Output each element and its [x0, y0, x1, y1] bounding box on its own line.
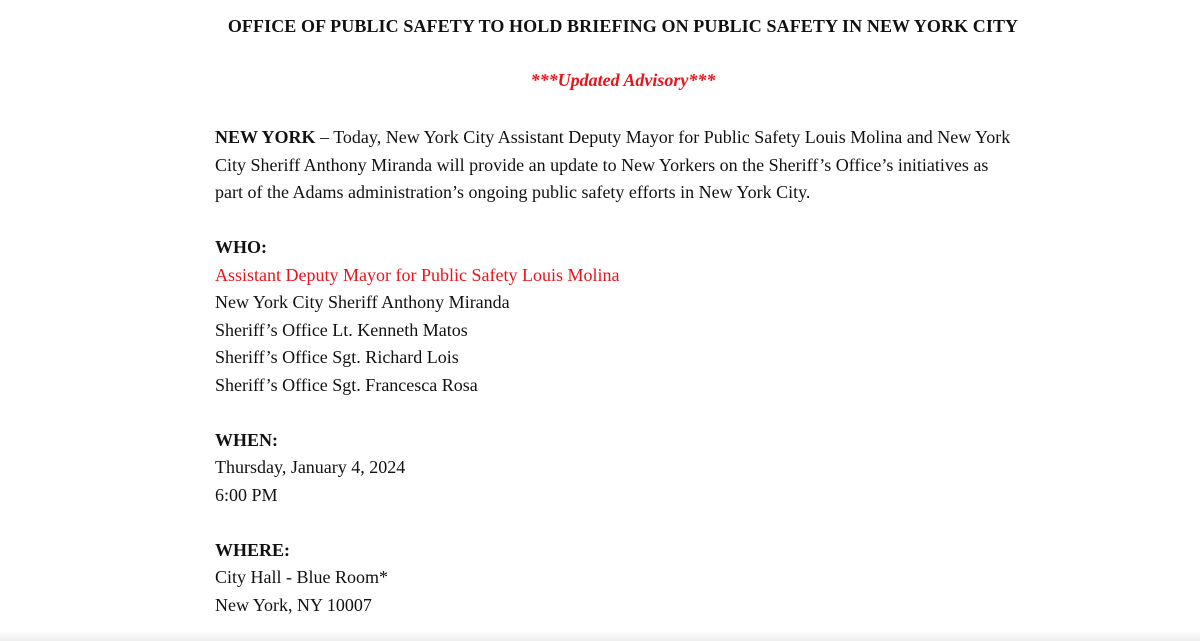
lead-paragraph — [215, 124, 1015, 207]
who-person: Sheriff’s Office Lt. Kenneth Matos — [215, 319, 468, 340]
who-person: New York City Sheriff Anthony Miranda — [215, 292, 510, 312]
when-date: Thursday, January 4, 2024 — [215, 457, 406, 477]
lead-text: – Today, New York City Assistant Deputy Mayor for Public Safety Louis Molina and New York City Sheriff Anthony Miranda will provide an update to New Yorkers on the Sheriff’s Office’s initiatives as part of the Adams administration’s ongoing public safety efforts in New York City. — [215, 127, 1011, 202]
where-label: WHERE: — [215, 539, 291, 560]
when-label: WHEN: — [215, 429, 278, 450]
who-person: Assistant Deputy Mayor for Public Safety Louis Molina — [215, 264, 620, 285]
document-title: OFFICE OF PUBLIC SAFETY TO HOLD BRIEFING ON PUBLIC SAFETY IN NEW YORK CITY — [227, 16, 1019, 36]
updated-advisory-label: ***Updated Advisory*** — [530, 70, 716, 90]
where-venue: City Hall - Blue Room* — [215, 567, 388, 587]
when-section — [215, 427, 1015, 510]
who-person: Sheriff’s Office Sgt. Richard Lois — [215, 347, 459, 367]
dateline: NEW YORK — [215, 127, 316, 147]
page-bottom-edge — [0, 631, 1200, 641]
document-body — [215, 124, 1015, 619]
who-section — [215, 234, 1015, 399]
when-time: 6:00 PM — [215, 484, 278, 505]
who-label: WHO: — [215, 237, 267, 257]
where-section — [215, 537, 1015, 620]
where-city: New York, NY 10007 — [215, 594, 372, 615]
who-person: Sheriff’s Office Sgt. Francesca Rosa — [215, 374, 478, 395]
